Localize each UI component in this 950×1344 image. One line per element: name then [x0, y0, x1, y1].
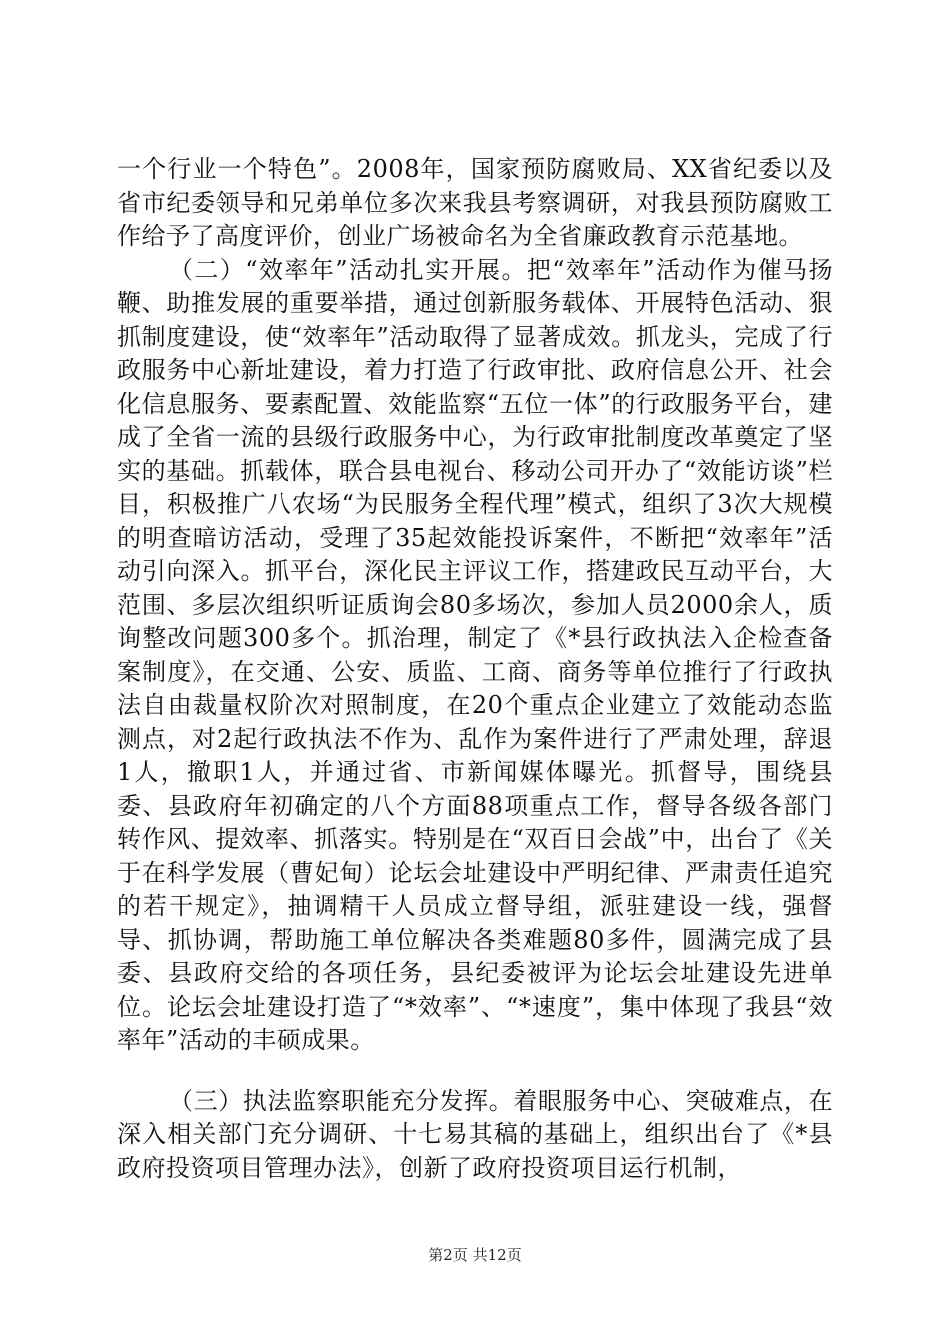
document-body: [117, 153, 833, 1185]
paragraph-efficiency-year: （二）“效率年”活动扎实开展。把“效率年”活动作为催马扬鞭、助推发展的重要举措，通过创新服务载体、开展特色活动、狠抓制度建设，使“效率年”活动取得了显著成效。抓龙头，完成了行政服务中心新址建设，着力打造了行政审批、政府信息公开、社会化信息服务、要素配置、效能监察“五位一体”的行政服务平台，建成了全省一流的县级行政服务中心，为行政审批制度改革奠定了坚实的基础。抓载体，联合县电视台、移动公司开办了“效能访谈”栏目，积极推广八农场“为民服务全程代理”模式，组织了3次大规模的明查暗访活动，受理了35起效能投诉案件，不断把“效率年”活动引向深入。抓平台，深化民主评议工作，搭建政民互动平台，大范围、多层次组织听证质询会80多场次，参加人员2000余人，质询整改问题300多个。抓治理，制定了《*县行政执法入企检查备案制度》，在交通、公安、质监、工商、商务等单位推行了行政执法自由裁量权阶次对照制度，在20个重点企业建立了效能动态监测点，对2起行政执法不作为、乱作为案件进行了严肃处理，辞退1人，撤职1人，并通过省、市新闻媒体曝光。抓督导，围绕县委、县政府年初确定的八个方面88项重点工作，督导各级各部门转作风、提效率、抓落实。特别是在“双百日会战”中，出台了《关于在科学发展（曹妃甸）论坛会址建设中严明纪律、严肃责任追究的若干规定》，抽调精干人员成立督导组，派驻建设一线，强督导、抓协调，帮助施工单位解决各类难题80多件，圆满完成了县委、县政府交给的各项任务，县纪委被评为论坛会址建设先进单位。论坛会址建设打造了“*效率”、“*速度”，集中体现了我县“效率年”活动的丰硕成果。: [117, 255, 833, 1054]
paragraph-continuation: 一个行业一个特色”。2008年，国家预防腐败局、XX省纪委以及省市纪委领导和兄弟单位多次来我县考察调研，对我县预防腐败工作给予了高度评价，创业广场被命名为全省廉政教育示范基地。: [117, 155, 833, 250]
page-number-footer: 第2页 共12页: [428, 1246, 522, 1264]
paragraph-spacer: [117, 1058, 833, 1085]
paragraph-law-enforcement: （三）执法监察职能充分发挥。着眼服务中心、突破难点，在深入相关部门充分调研、十七易其稿的基础上，组织出台了《*县政府投资项目管理办法》，创新了政府投资项目运行机制，: [117, 1086, 833, 1182]
